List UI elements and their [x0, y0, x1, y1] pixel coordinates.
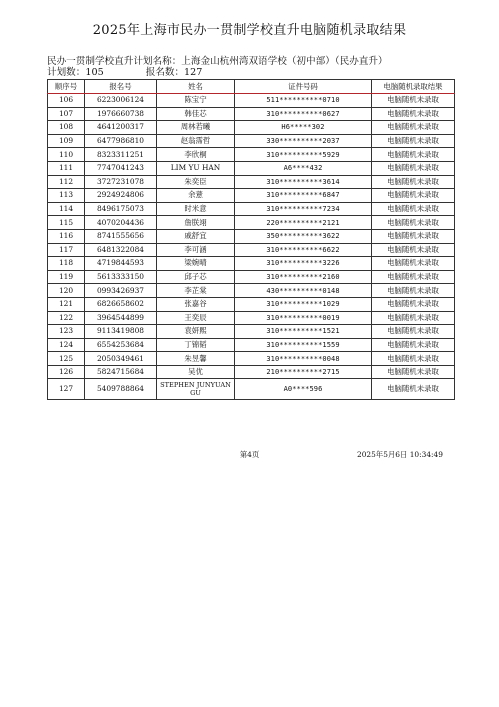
cell-reg-no: 1976660738 — [85, 107, 157, 121]
cell-seq: 122 — [48, 311, 85, 325]
cell-id-no: 210**********2715 — [235, 365, 372, 379]
cell-seq: 114 — [48, 202, 85, 216]
cell-name: 梁婉晴 — [157, 257, 235, 271]
cell-name: 袁妍熙 — [157, 325, 235, 339]
cell-reg-no: 9113419808 — [85, 325, 157, 339]
cell-id-no: 310**********0627 — [235, 107, 372, 121]
plan-name-line: 民办一贯制学校直升计划名称：上海金山杭州湾双语学校（初中部）（民办直升） — [47, 56, 388, 67]
table-row — [48, 365, 455, 379]
cell-name: 时米意 — [157, 202, 235, 216]
cell-reg-no: 2924924806 — [85, 189, 157, 203]
cell-result: 电脑随机未录取 — [372, 284, 455, 298]
cell-name: 李欣桐 — [157, 148, 235, 162]
table-row — [48, 284, 455, 298]
cell-result: 电脑随机未录取 — [372, 134, 455, 148]
table-row — [48, 352, 455, 366]
cell-result: 电脑随机未录取 — [372, 107, 455, 121]
cell-reg-no: 6826658602 — [85, 297, 157, 311]
cell-reg-no: 5824715684 — [85, 365, 157, 379]
cell-id-no: 350**********3622 — [235, 229, 372, 243]
cell-result: 电脑随机未录取 — [372, 243, 455, 257]
cell-name: 余薏 — [157, 189, 235, 203]
cell-id-no: 310**********1559 — [235, 338, 372, 352]
table-header-row — [48, 80, 455, 94]
cell-reg-no: 4641200317 — [85, 121, 157, 135]
cell-name: 戚舒宜 — [157, 229, 235, 243]
cell-name: 王奕辰 — [157, 311, 235, 325]
table-row — [48, 311, 455, 325]
cell-reg-no: 2050349461 — [85, 352, 157, 366]
table-row — [48, 148, 455, 162]
cell-result: 电脑随机未录取 — [372, 189, 455, 203]
table-row — [48, 216, 455, 230]
cell-id-no: 511**********0710 — [235, 94, 372, 108]
table-row — [48, 270, 455, 284]
table-row — [48, 161, 455, 175]
cell-seq: 106 — [48, 94, 85, 108]
cell-name: 陈宝宁 — [157, 94, 235, 108]
cell-name: 李芷棠 — [157, 284, 235, 298]
cell-id-no: 310**********0019 — [235, 311, 372, 325]
cell-result: 电脑随机未录取 — [372, 365, 455, 379]
header-seq: 顺序号 — [48, 80, 85, 94]
cell-name: 李可涵 — [157, 243, 235, 257]
cell-reg-no: 3964544899 — [85, 311, 157, 325]
cell-seq: 115 — [48, 216, 85, 230]
cell-name: 丁锦韬 — [157, 338, 235, 352]
cell-seq: 109 — [48, 134, 85, 148]
cell-seq: 113 — [48, 189, 85, 203]
cell-id-no: 310**********2160 — [235, 270, 372, 284]
cell-id-no: 310**********6622 — [235, 243, 372, 257]
cell-seq: 117 — [48, 243, 85, 257]
table-row — [48, 107, 455, 121]
cell-result: 电脑随机未录取 — [372, 338, 455, 352]
cell-result: 电脑随机未录取 — [372, 311, 455, 325]
cell-seq: 127 — [48, 379, 85, 400]
cell-id-no: H6*****302 — [235, 121, 372, 135]
cell-id-no: A0****596 — [235, 379, 372, 400]
cell-result: 电脑随机未录取 — [372, 121, 455, 135]
table-row — [48, 229, 455, 243]
cell-result: 电脑随机未录取 — [372, 257, 455, 271]
cell-reg-no: 4719844593 — [85, 257, 157, 271]
cell-seq: 121 — [48, 297, 85, 311]
cell-reg-no: 5613333150 — [85, 270, 157, 284]
cell-seq: 118 — [48, 257, 85, 271]
print-timestamp: 2025年5月6日 10:34:49 — [357, 450, 443, 459]
cell-result: 电脑随机未录取 — [372, 175, 455, 189]
cell-result: 电脑随机未录取 — [372, 216, 455, 230]
cell-reg-no: 6223006124 — [85, 94, 157, 108]
table-row — [48, 379, 455, 400]
cell-reg-no: 8323311251 — [85, 148, 157, 162]
applicant-count: 报名数：127 — [145, 67, 203, 78]
cell-reg-no: 8741555656 — [85, 229, 157, 243]
cell-result: 电脑随机未录取 — [372, 352, 455, 366]
table-row — [48, 94, 455, 108]
header-reg-no: 报名号 — [85, 80, 157, 94]
cell-reg-no: 7747041243 — [85, 161, 157, 175]
cell-seq: 107 — [48, 107, 85, 121]
cell-reg-no: 8496175073 — [85, 202, 157, 216]
cell-seq: 126 — [48, 365, 85, 379]
cell-id-no: 220**********2121 — [235, 216, 372, 230]
cell-name: 张嘉谷 — [157, 297, 235, 311]
cell-seq: 112 — [48, 175, 85, 189]
cell-seq: 116 — [48, 229, 85, 243]
table-row — [48, 243, 455, 257]
cell-name: 周林若曦 — [157, 121, 235, 135]
cell-reg-no: 6554253684 — [85, 338, 157, 352]
cell-result: 电脑随机未录取 — [372, 229, 455, 243]
cell-name: 朱昱馨 — [157, 352, 235, 366]
cell-name: 詹朕翊 — [157, 216, 235, 230]
table-row — [48, 338, 455, 352]
cell-result: 电脑随机未录取 — [372, 148, 455, 162]
header-id-no: 证件号码 — [235, 80, 372, 94]
cell-reg-no: 5409788864 — [85, 379, 157, 400]
cell-id-no: 310**********7234 — [235, 202, 372, 216]
cell-name: LIM YU HAN — [157, 161, 235, 175]
header-result: 电脑随机录取结果 — [372, 80, 455, 94]
results-table — [47, 79, 455, 400]
table-row — [48, 189, 455, 203]
cell-name: 朱奕臣 — [157, 175, 235, 189]
cell-reg-no: 6477986810 — [85, 134, 157, 148]
table-row — [48, 202, 455, 216]
cell-seq: 108 — [48, 121, 85, 135]
cell-id-no: 310**********0048 — [235, 352, 372, 366]
cell-id-no: A6****432 — [235, 161, 372, 175]
cell-result: 电脑随机未录取 — [372, 379, 455, 400]
cell-reg-no: 3727231078 — [85, 175, 157, 189]
table-row — [48, 257, 455, 271]
cell-result: 电脑随机未录取 — [372, 161, 455, 175]
cell-seq: 125 — [48, 352, 85, 366]
cell-name: 邱子芯 — [157, 270, 235, 284]
table-row — [48, 175, 455, 189]
cell-name: 韩佳芯 — [157, 107, 235, 121]
cell-reg-no: 0993426937 — [85, 284, 157, 298]
cell-reg-no: 6481322084 — [85, 243, 157, 257]
count-line — [47, 64, 202, 78]
cell-seq: 124 — [48, 338, 85, 352]
cell-result: 电脑随机未录取 — [372, 325, 455, 339]
cell-id-no: 310**********3226 — [235, 257, 372, 271]
cell-result: 电脑随机未录取 — [372, 94, 455, 108]
cell-reg-no: 4070204436 — [85, 216, 157, 230]
page-number: 第4页 — [239, 450, 260, 459]
table-row — [48, 121, 455, 135]
header-name: 姓名 — [157, 80, 235, 94]
cell-id-no: 310**********1029 — [235, 297, 372, 311]
cell-name: STEPHEN JUNYUAN GU — [157, 379, 235, 400]
cell-id-no: 310**********6847 — [235, 189, 372, 203]
cell-result: 电脑随机未录取 — [372, 297, 455, 311]
cell-id-no: 330**********2037 — [235, 134, 372, 148]
cell-result: 电脑随机未录取 — [372, 270, 455, 284]
table-row — [48, 325, 455, 339]
page-title: 2025年上海市民办一贯制学校直升电脑随机录取结果 — [92, 23, 407, 38]
cell-id-no: 310**********1521 — [235, 325, 372, 339]
cell-name: 赵翁霈哲 — [157, 134, 235, 148]
cell-seq: 123 — [48, 325, 85, 339]
table-row — [48, 297, 455, 311]
cell-id-no: 310**********3614 — [235, 175, 372, 189]
cell-name: 吴优 — [157, 365, 235, 379]
cell-id-no: 430**********0148 — [235, 284, 372, 298]
cell-seq: 120 — [48, 284, 85, 298]
cell-id-no: 310**********5929 — [235, 148, 372, 162]
cell-seq: 110 — [48, 148, 85, 162]
plan-count: 计划数：105 — [47, 67, 104, 78]
cell-result: 电脑随机未录取 — [372, 202, 455, 216]
table-row — [48, 134, 455, 148]
cell-seq: 111 — [48, 161, 85, 175]
cell-seq: 119 — [48, 270, 85, 284]
